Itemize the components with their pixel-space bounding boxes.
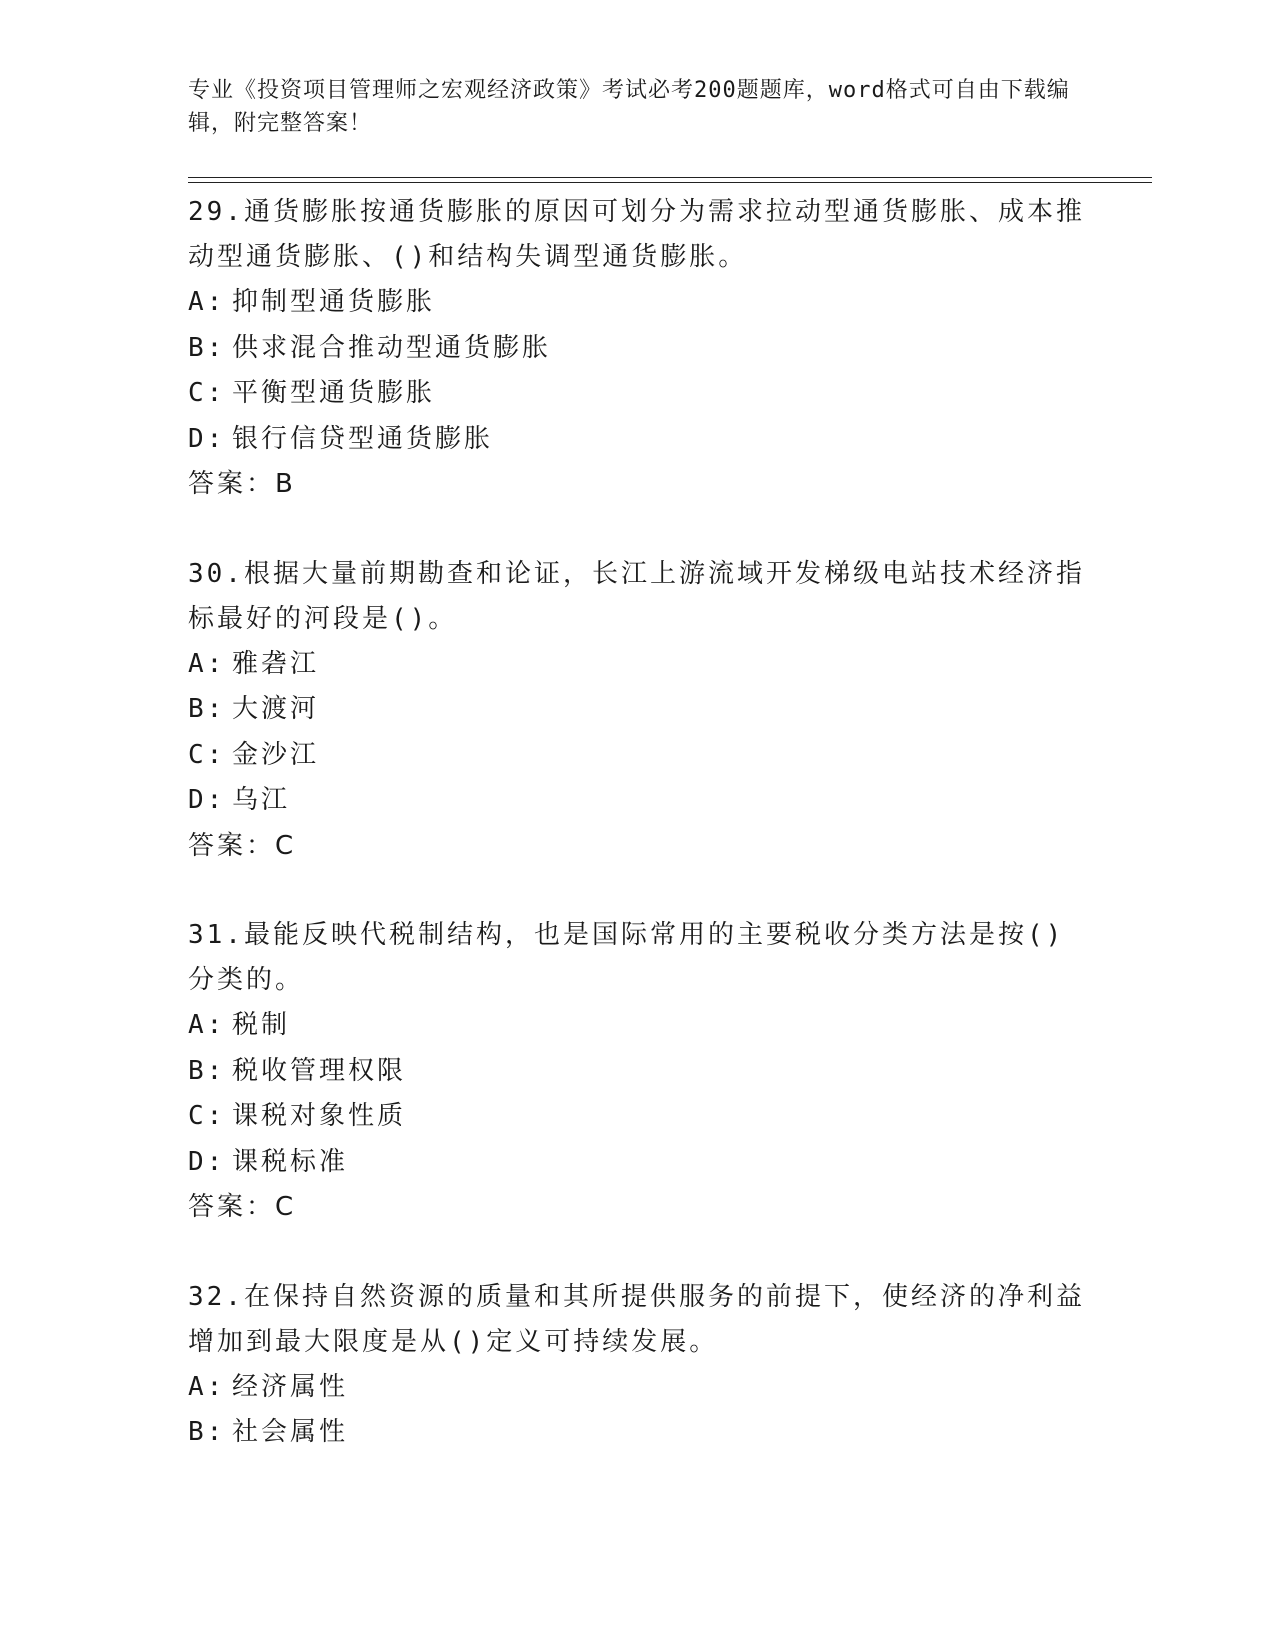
option-letter: C: — [188, 378, 226, 408]
option-d — [188, 1140, 1088, 1186]
question-30 — [188, 552, 1088, 870]
answer-line: 答案：C — [188, 830, 297, 861]
option-b — [188, 1410, 1088, 1456]
question-stem: 29.通货膨胀按通货膨胀的原因可划分为需求拉动型通货膨胀、成本推动型通货膨胀、()和结构失调型通货膨胀。 — [188, 197, 1085, 272]
option-b — [188, 1049, 1088, 1095]
option-text: 课税对象性质 — [232, 1101, 407, 1131]
option-a — [188, 1003, 1088, 1049]
answer-line: 答案：C — [188, 1192, 297, 1222]
option-text: 经济属性 — [232, 1371, 349, 1402]
option-text: 税收管理权限 — [232, 1055, 407, 1086]
answer-line: 答案：B — [188, 469, 296, 499]
option-a — [188, 642, 1088, 688]
option-letter: B: — [188, 694, 226, 724]
option-letter: A: — [188, 287, 226, 317]
option-letter: A: — [188, 1371, 226, 1402]
option-letter: A: — [188, 1010, 226, 1040]
header-divider-bottom — [188, 182, 1152, 183]
option-text: 金沙江 — [232, 739, 320, 770]
question-list — [188, 190, 1088, 1500]
option-text: 乌江 — [232, 785, 291, 815]
question-31 — [188, 913, 1088, 1231]
option-text: 大渡河 — [232, 694, 320, 724]
option-text: 平衡型通货膨胀 — [232, 378, 436, 408]
option-text: 银行信贷型通货膨胀 — [232, 423, 494, 454]
option-b — [188, 687, 1088, 733]
option-c — [188, 1094, 1088, 1140]
option-letter: D: — [188, 1146, 226, 1177]
option-a — [188, 1365, 1088, 1411]
option-d — [188, 778, 1088, 824]
option-c — [188, 733, 1088, 779]
question-stem: 30.根据大量前期勘查和论证，长江上游流域开发梯级电站技术经济指标最好的河段是()。 — [188, 558, 1085, 634]
document-header: 专业《投资项目管理师之宏观经济政策》考试必考200题题库，word格式可自由下载编辑，附完整答案！ — [188, 78, 1070, 136]
option-letter: B: — [188, 1055, 226, 1086]
option-letter: C: — [188, 739, 226, 770]
option-text: 抑制型通货膨胀 — [232, 287, 436, 317]
question-stem: 32.在保持自然资源的质量和其所提供服务的前提下，使经济的净利益增加到最大限度是从()定义可持续发展。 — [188, 1281, 1085, 1357]
option-letter: D: — [188, 423, 226, 454]
option-a — [188, 280, 1088, 326]
question-29 — [188, 190, 1088, 508]
option-letter: A: — [188, 648, 226, 679]
option-text: 税制 — [232, 1010, 291, 1040]
option-c — [188, 371, 1088, 417]
option-text: 雅砻江 — [232, 648, 320, 679]
option-b — [188, 326, 1088, 372]
option-letter: C: — [188, 1101, 226, 1131]
option-text: 社会属性 — [232, 1417, 349, 1447]
question-stem: 31.最能反映代税制结构，也是国际常用的主要税收分类方法是按()分类的。 — [188, 920, 1065, 995]
option-text: 供求混合推动型通货膨胀 — [232, 332, 552, 363]
question-32 — [188, 1275, 1088, 1456]
option-letter: B: — [188, 332, 226, 363]
header-divider-top — [188, 177, 1152, 178]
option-letter: B: — [188, 1417, 226, 1447]
option-letter: D: — [188, 785, 226, 815]
option-d — [188, 417, 1088, 463]
option-text: 课税标准 — [232, 1146, 349, 1177]
